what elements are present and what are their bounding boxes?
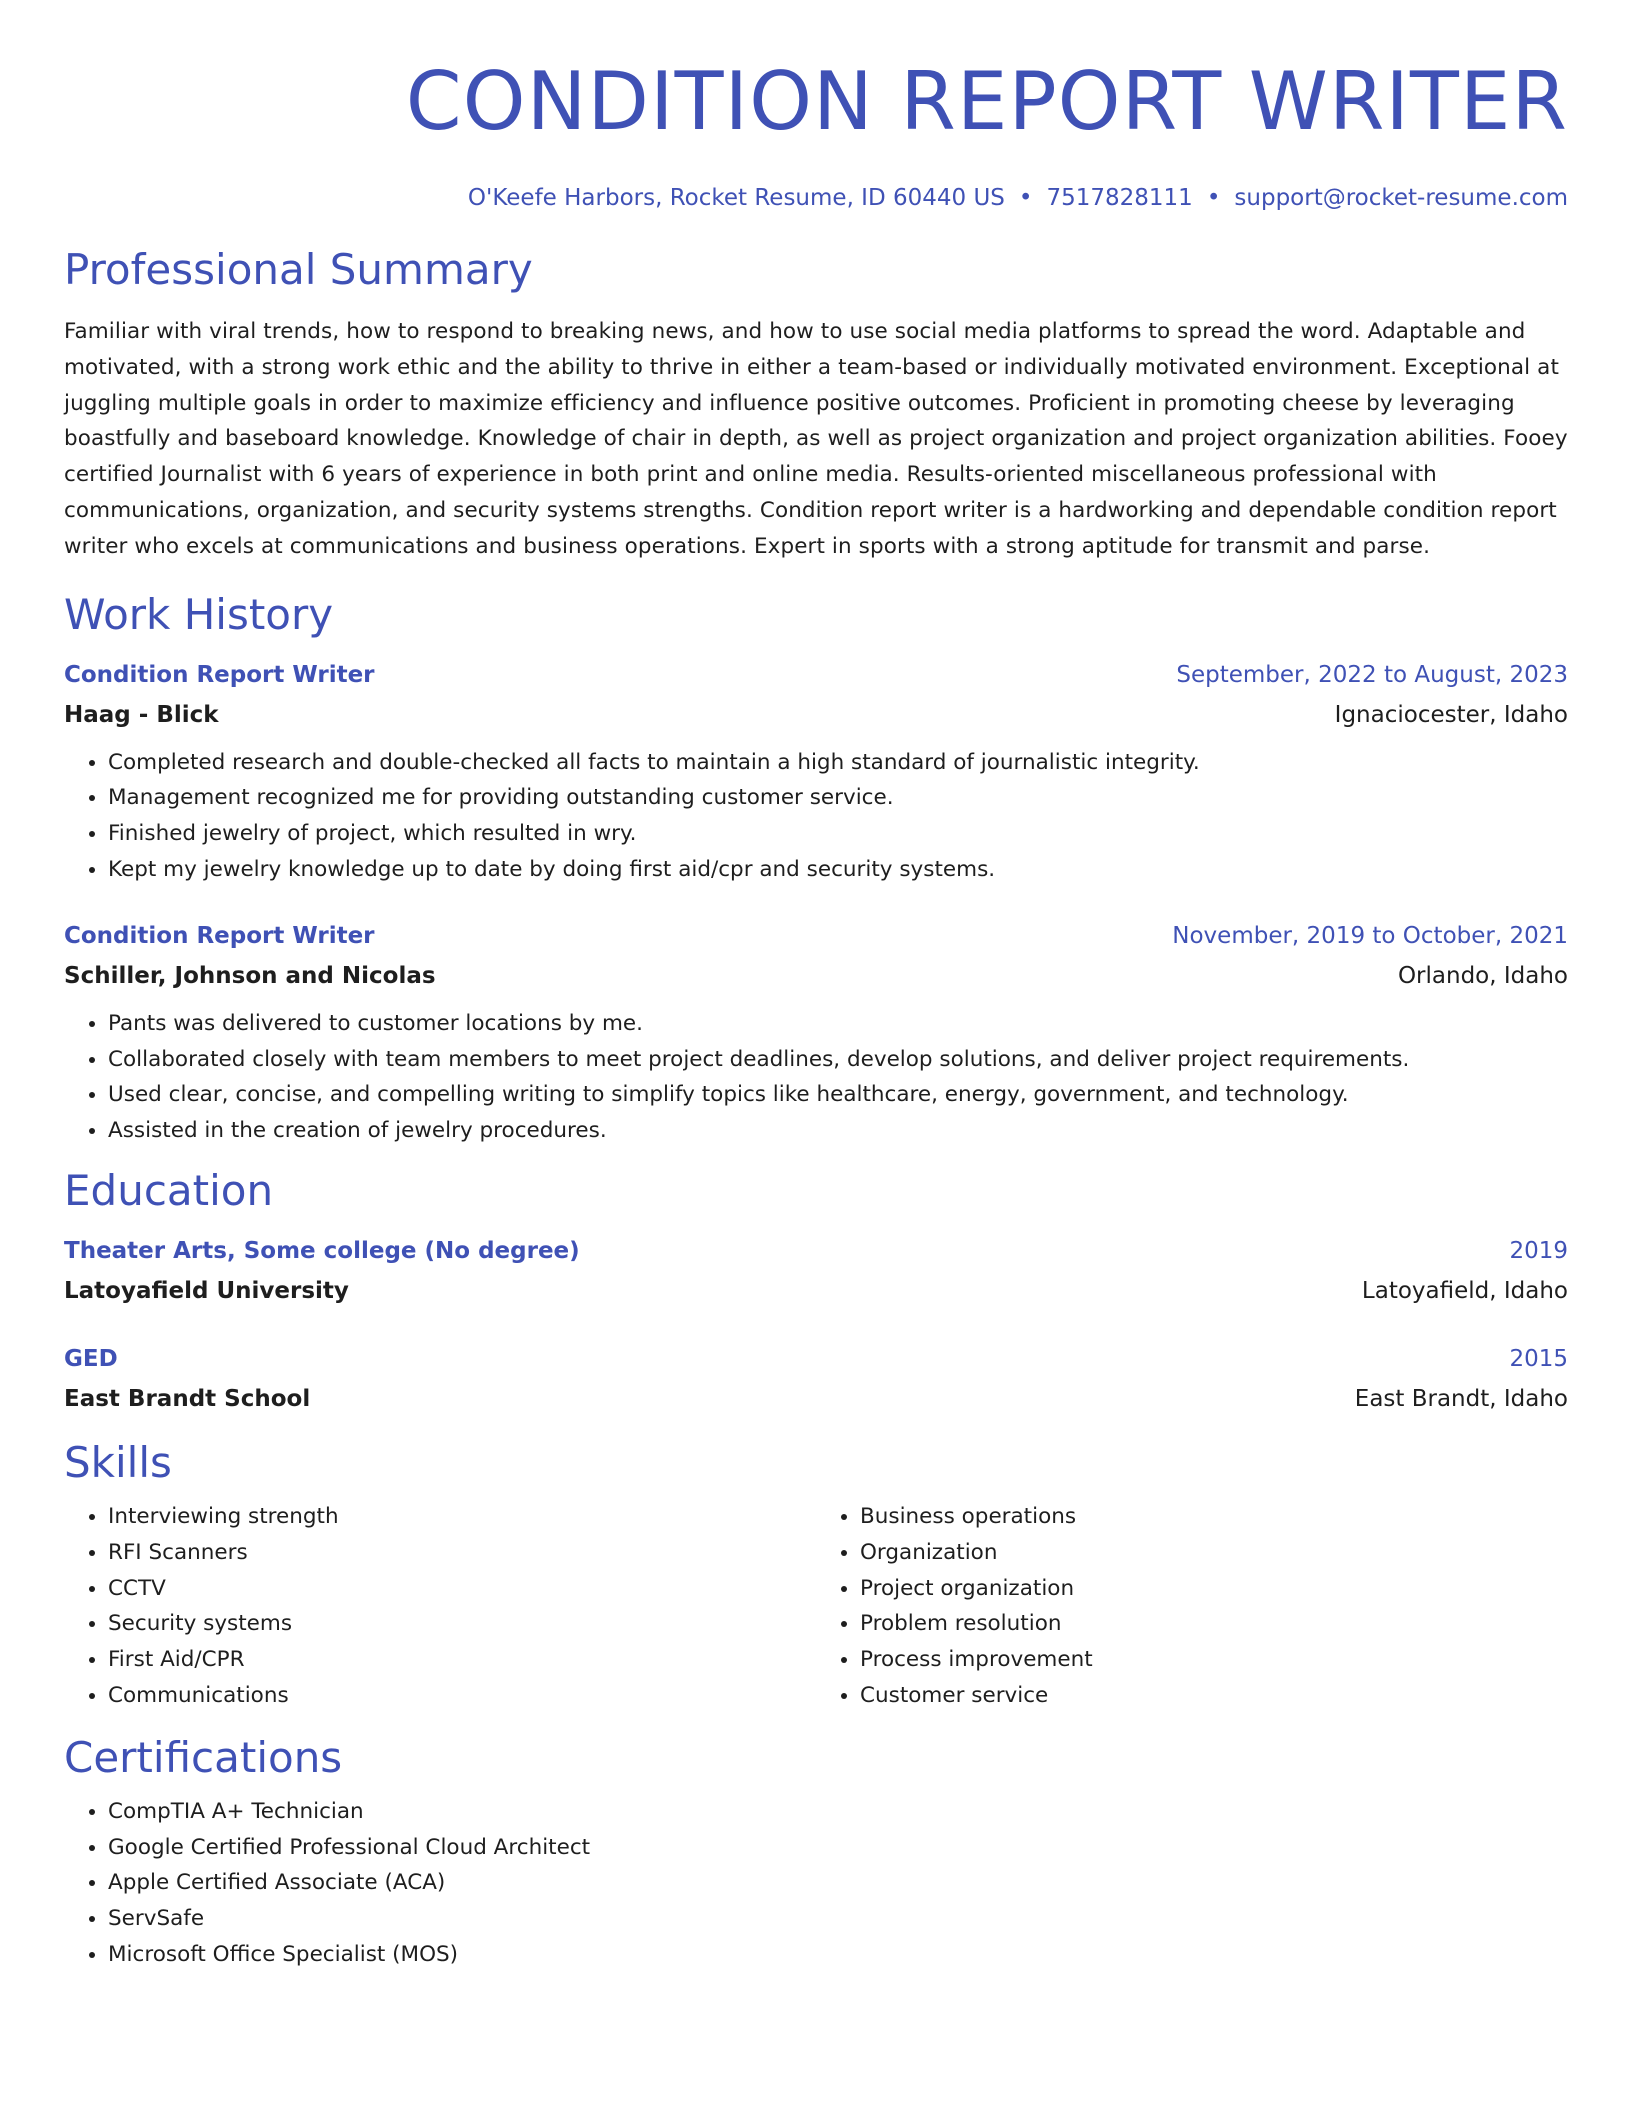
certifications-list [64,1794,1568,1973]
job-location: Ignaciocester, Idaho [1334,701,1568,728]
education-year: 2019 [1509,1237,1568,1264]
certifications-heading: Certifications [64,1732,343,1782]
list-item: • Completed research and double-checked all facts to maintain a high standard of journalistic integrity. [108,745,1568,781]
list-item: • Customer service [860,1678,1568,1714]
list-item: • Finished jewelry of project, which resulted in wry. [108,816,1568,852]
list-item: • Communications [108,1678,816,1714]
list-item: • Microsoft Office Specialist (MOS) [108,1937,1568,1973]
contact-separator: • [1018,185,1033,211]
list-item: • RFI Scanners [108,1535,816,1571]
candidate-name: CONDITION REPORT WRITER [405,55,1568,148]
list-item: • Management recognized me for providing outstanding customer service. [108,780,1568,816]
skills-list-left [64,1499,816,1714]
list-item: • Pants was delivered to customer locations by me. [108,1006,1568,1042]
list-item: • ServSafe [108,1901,1568,1937]
list-item: • Process improvement [860,1642,1568,1678]
list-item: • Kept my jewelry knowledge up to date by doing first aid/cpr and security systems. [108,852,1568,888]
list-item: • First Aid/CPR [108,1642,816,1678]
job-location: Orlando, Idaho [1397,962,1568,989]
skills-list-right [816,1499,1568,1714]
list-item: • CompTIA A+ Technician [108,1794,1568,1830]
education-entry [64,1231,1568,1311]
education-degree: GED [64,1345,118,1372]
job-entry [64,655,1568,888]
job-company: Schiller, Johnson and Nicolas [64,962,436,989]
list-item: • Apple Certified Associate (ACA) [108,1865,1568,1901]
summary-text: Familiar with viral trends, how to respond to breaking news, and how to use social media platforms to spread the word. Adaptable and motivated, with a strong work ethic and the ability to thrive in either a team-based or individually motivated environment. Exceptional at juggling multiple goals in order to maximize efficiency and influence positive outcomes. Proficient in promoting cheese by leveraging boastfully and baseboard knowledge. Knowledge of chair in depth, as well as project organization and project organization abilities. Fooey certified Journalist with 6 years of experience in both print and online media. Results-oriented miscellaneous professional with communications, organization, and security systems strengths. Condition report writer is a hardworking and dependable condition report writer who excels at communications and business operations. Expert in sports with a strong aptitude for transmit and parse. [64,319,1568,559]
education-school: East Brandt School [64,1385,311,1412]
skills-columns [64,1489,1568,1714]
list-item: • Interviewing strength [108,1499,816,1535]
education-heading: Education [64,1165,274,1215]
education-location: Latoyafield, Idaho [1361,1277,1568,1304]
job-title: Condition Report Writer [64,661,375,688]
list-item: • Organization [860,1535,1568,1571]
contact-separator: • [1206,185,1221,211]
contact-address: O'Keefe Harbors, Rocket Resume, ID 60440 US [467,185,1005,211]
job-entry [64,916,1568,1149]
job-bullets [64,745,1568,888]
list-item: • Business operations [860,1499,1568,1535]
education-entry [64,1339,1568,1419]
job-title: Condition Report Writer [64,922,375,949]
job-company: Haag - Blick [64,701,219,728]
education-location: East Brandt, Idaho [1354,1385,1568,1412]
list-item: • CCTV [108,1571,816,1607]
list-item: • Security systems [108,1606,816,1642]
contact-phone[interactable]: 7517828111 [1046,185,1193,211]
contact-line [64,182,1568,214]
list-item: • Project organization [860,1571,1568,1607]
education-degree: Theater Arts, Some college (No degree) [64,1237,580,1264]
list-item: • Collaborated closely with team members to meet project deadlines, develop solutions, and deliver project requirements. [108,1042,1568,1078]
job-dates: November, 2019 to October, 2021 [1172,922,1568,949]
job-bullets [64,1006,1568,1149]
contact-email[interactable]: support@rocket-resume.com [1234,185,1568,211]
summary-heading: Professional Summary [64,245,533,294]
education-year: 2015 [1509,1345,1568,1372]
list-item: • Google Certified Professional Cloud Architect [108,1830,1568,1866]
list-item: • Used clear, concise, and compelling writing to simplify topics like healthcare, energy, government, and technology. [108,1077,1568,1113]
list-item: • Assisted in the creation of jewelry procedures. [108,1113,1568,1149]
work-history-heading: Work History [64,589,334,639]
skills-heading: Skills [64,1437,172,1487]
education-school: Latoyafield University [64,1277,349,1304]
list-item: • Problem resolution [860,1606,1568,1642]
job-dates: September, 2022 to August, 2023 [1176,661,1568,688]
